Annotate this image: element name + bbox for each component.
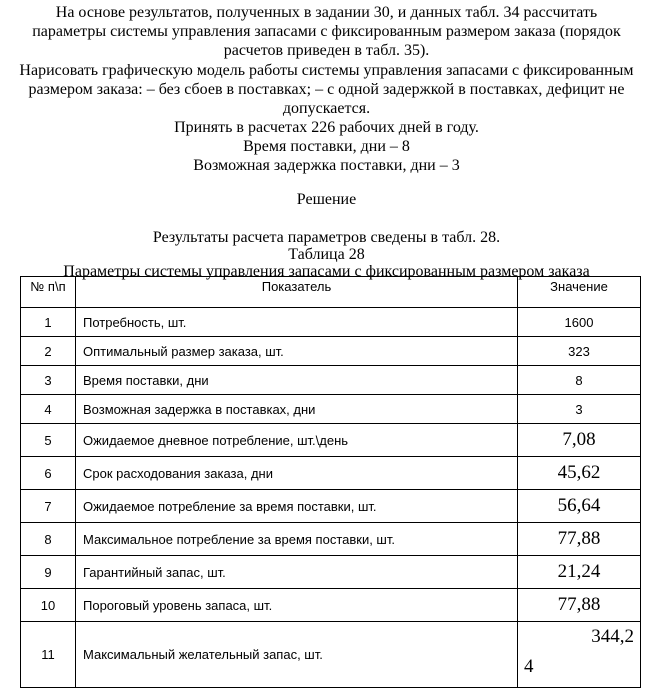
header-number: № п\п bbox=[21, 277, 76, 308]
table-row bbox=[21, 589, 641, 622]
row-value: 77,88 bbox=[557, 528, 601, 549]
row-indicator: Оптимальный размер заказа, шт. bbox=[76, 337, 518, 366]
row-indicator: Ожидаемое потребление за время поставки, шт. bbox=[76, 490, 518, 523]
row-indicator: Максимальное потребление за время поставки, шт. bbox=[76, 523, 518, 556]
row-indicator: Ожидаемое дневное потребление, шт.\день bbox=[76, 424, 518, 457]
header-value: Значение bbox=[518, 277, 641, 308]
table-title: Параметры системы управления запасами с фиксированным размером заказа bbox=[63, 263, 590, 280]
row-value: 344,2 bbox=[591, 626, 634, 647]
task-text-line-2: параметры системы управления запасами с фиксированным размером заказа (порядок bbox=[32, 23, 621, 40]
row-number: 2 bbox=[21, 337, 76, 366]
row-value: 21,24 bbox=[557, 561, 601, 582]
row-number: 3 bbox=[21, 366, 76, 395]
row-number: 5 bbox=[21, 424, 76, 457]
header-indicator: Показатель bbox=[76, 277, 518, 308]
task-text-line-7: Принять в расчетах 226 рабочих дней в году. bbox=[174, 119, 479, 136]
row-value: 45,62 bbox=[557, 462, 601, 483]
row-indicator: Возможная задержка в поставках, дни bbox=[76, 395, 518, 424]
task-text-line-6: допускается. bbox=[282, 100, 371, 117]
row-value: 56,64 bbox=[557, 495, 601, 516]
parameters-table bbox=[20, 276, 641, 688]
solution-heading: Решение bbox=[296, 191, 357, 208]
row-value: 7,08 bbox=[562, 429, 596, 450]
row-number: 4 bbox=[21, 395, 76, 424]
results-line: Результаты расчета параметров сведены в табл. 28. bbox=[152, 229, 501, 246]
row-number: 10 bbox=[21, 589, 76, 622]
task-text-line-4: Нарисовать графическую модель работы системы управления запасами с фиксированным bbox=[19, 62, 634, 79]
task-text-line-3: расчетов приведен в табл. 35). bbox=[223, 42, 430, 59]
row-value: 77,88 bbox=[557, 594, 601, 615]
row-number: 6 bbox=[21, 457, 76, 490]
table-row bbox=[21, 366, 641, 395]
table-row bbox=[21, 490, 641, 523]
table-row bbox=[21, 523, 641, 556]
row-number: 8 bbox=[21, 523, 76, 556]
row-value: 1600 bbox=[518, 308, 641, 337]
table-row bbox=[21, 424, 641, 457]
table-row bbox=[21, 337, 641, 366]
table-row bbox=[21, 395, 641, 424]
table-row bbox=[21, 308, 641, 337]
row-indicator: Максимальный желательный запас, шт. bbox=[76, 622, 518, 688]
table-row bbox=[21, 622, 641, 688]
table-row bbox=[21, 556, 641, 589]
row-indicator: Гарантийный запас, шт. bbox=[76, 556, 518, 589]
row-value: 8 bbox=[518, 366, 641, 395]
row-number: 9 bbox=[21, 556, 76, 589]
task-text-line-5: размером заказа: – без сбоев в поставках; – с одной задержкой в поставках, дефицит не bbox=[28, 81, 625, 98]
table-number: Таблица 28 bbox=[288, 246, 365, 263]
table-row bbox=[21, 457, 641, 490]
row-value-continuation: 4 bbox=[524, 656, 534, 677]
row-number: 11 bbox=[21, 622, 76, 688]
table-header-row bbox=[21, 277, 641, 308]
row-indicator: Время поставки, дни bbox=[76, 366, 518, 395]
task-text-line-1: На основе результатов, полученных в задании 30, и данных табл. 34 рассчитать bbox=[55, 4, 598, 21]
row-indicator: Пороговый уровень запаса, шт. bbox=[76, 589, 518, 622]
row-value: 3 bbox=[518, 395, 641, 424]
row-value: 323 bbox=[518, 337, 641, 366]
row-indicator: Срок расходования заказа, дни bbox=[76, 457, 518, 490]
task-text-line-9: Возможная задержка поставки, дни – 3 bbox=[193, 157, 460, 174]
row-indicator: Потребность, шт. bbox=[76, 308, 518, 337]
row-number: 7 bbox=[21, 490, 76, 523]
row-number: 1 bbox=[21, 308, 76, 337]
task-text-line-8: Время поставки, дни – 8 bbox=[243, 138, 410, 155]
